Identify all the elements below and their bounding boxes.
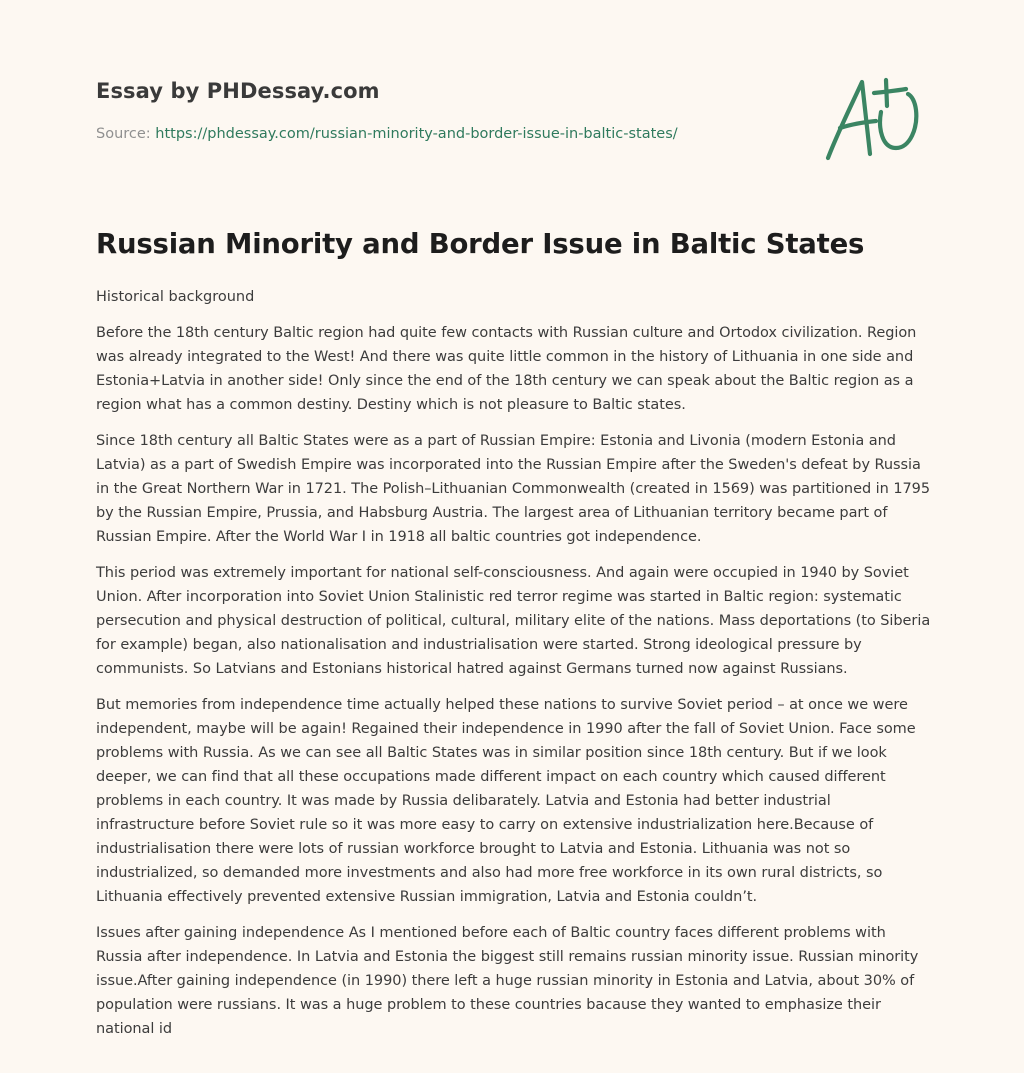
essay-title: Russian Minority and Border Issue in Baltic States [96,228,865,260]
section-subheading: Historical background [96,289,255,305]
paragraph: Before the 18th century Baltic region had quite few contacts with Russian culture and Ortodox civilization. Region was already integrated to the West! And there was quite little common in the history of Lithuania in one side and Estonia+Latvia in another side! Only since the end of the 18th century we can speak about the Baltic region as a region what has a common destiny. Destiny which is not pleasure to Baltic states. [96,325,917,413]
paragraph: But memories from independence time actually helped these nations to survive Soviet period – at once we were independent, maybe will be again! Regained their independence in 1990 after the fall of Soviet Union. Face some problems with Russia. As we can see all Baltic States was in similar position since 18th century. But if we look deeper, we can find that all these occupations made different impact on each country which caused different problems in each country. It was made by Russia delibarately. Latvia and Estonia had better industrial infrastructure before Soviet rule so it was more easy to carry on extensive industrialization here.Because of industrialisation there were lots of russian workforce brought to Latvia and Estonia. Lithuania was not so industrialized, so demanded more investments and also had more free workforce in its own rural districts, so Lithuania effectively prevented extensive Russian immigration, Latvia and Estonia couldn’t. [96,697,916,905]
page-header [96,78,796,144]
paragraph: Since 18th century all Baltic States were as a part of Russian Empire: Estonia and Livonia (modern Estonia and Latvia) as a part of Swedish Empire was incorporated into the Russian Empire after the Sweden's defeat by Russia in the Great Northern War in 1721. The Polish–Lithuanian Commonwealth (created in 1569) was partitioned in 1795 by the Russian Empire, Prussia, and Habsburg Austria. The largest area of Lithuanian territory became part of Russian Empire. After the World War I in 1918 all baltic countries got independence. [96,433,931,545]
essay-body [96,286,932,1053]
a-plus-grade-icon [818,66,930,166]
paragraph: Issues after gaining independence As I mentioned before each of Baltic country faces different problems with Russia after independence. In Latvia and Estonia the biggest still remains russian minority issue. Russian minority issue.After gaining independence (in 1990) there left a huge russian minority in Estonia and Latvia, about 30% of population were russians. It was a huge problem to these countries bacause they wanted to emphasize their national id [96,925,919,1037]
brand-title: Essay by PHDessay.com [96,79,380,103]
source-label: Source: [96,126,151,142]
paragraph: This period was extremely important for national self-consciousness. And again were occupied in 1940 by Soviet Union. After incorporation into Soviet Union Stalinistic red terror regime was started in Baltic region: systematic persecution and physical destruction of political, cultural, military elite of the nations. Mass deportations (to Siberia for example) began, also nationalisation and industrialisation were started. Strong ideological pressure by communists. So Latvians and Estonians historical hatred against Germans turned now against Russians. [96,565,931,677]
source-link[interactable]: https://phdessay.com/russian-minority-and-border-issue-in-baltic-states/ [155,126,678,142]
source-line [96,124,796,144]
